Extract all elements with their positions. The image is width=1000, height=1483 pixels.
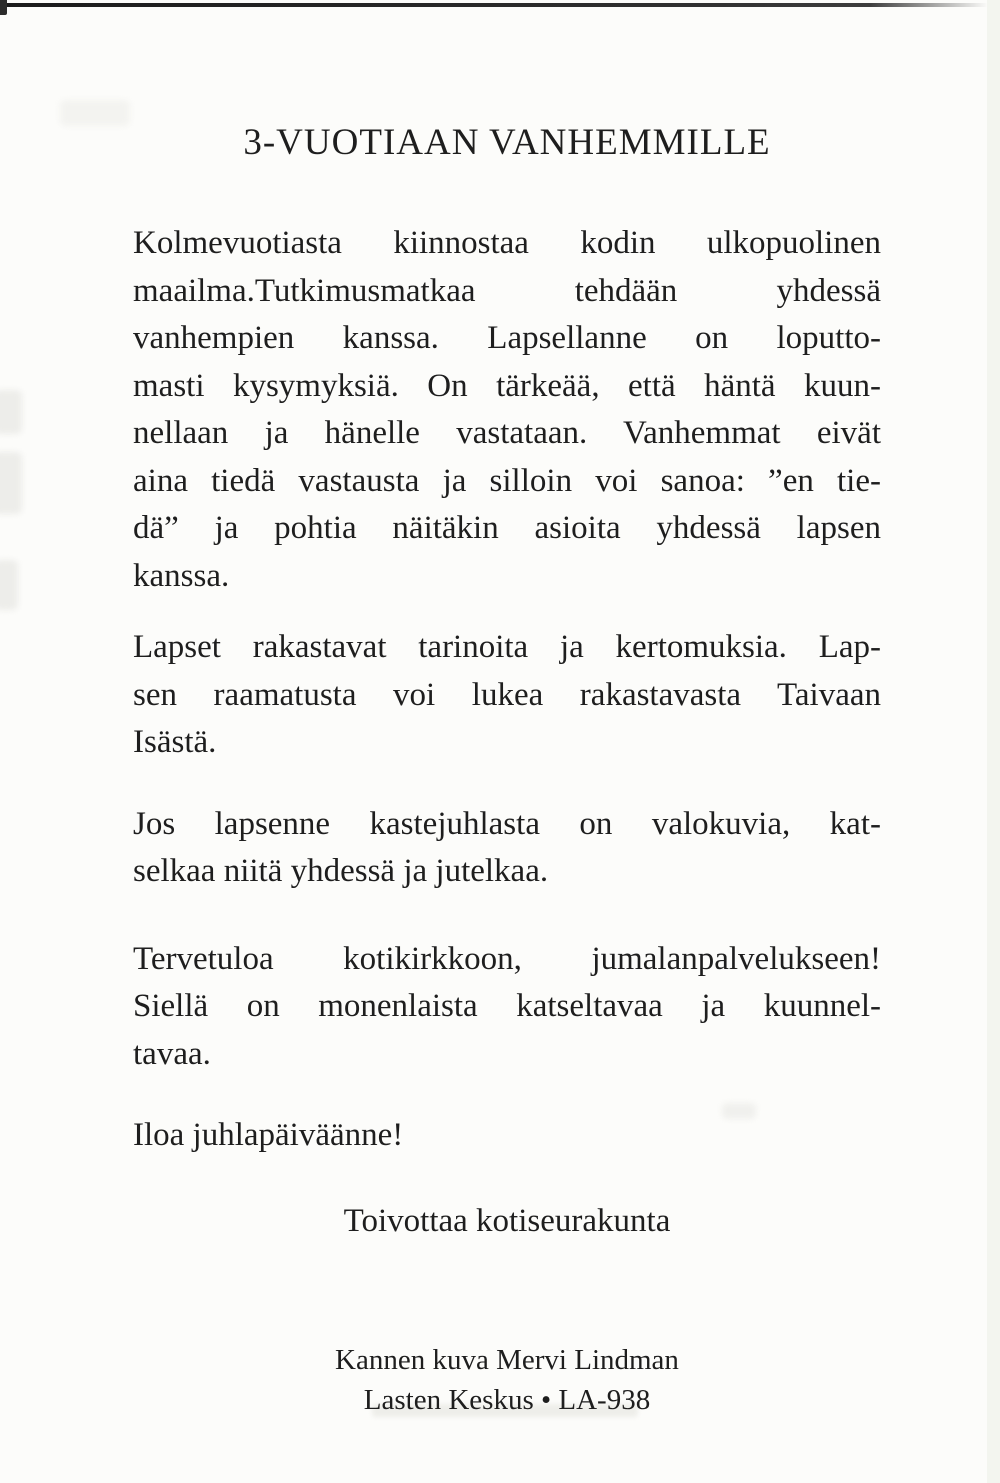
scan-smudge: [0, 390, 22, 434]
paragraph: [133, 801, 881, 896]
paragraph: [133, 1112, 881, 1160]
paragraph: [133, 624, 881, 767]
document-content: [133, 0, 881, 1420]
text-line: vanhempien kanssa. Lapsellanne on loputto-: [133, 320, 881, 356]
text-line: Siellä on monenlaista katseltavaa ja kuunnel-: [133, 988, 881, 1024]
text-line: sen raamatusta voi lukea rakastavasta Taivaan: [133, 676, 881, 713]
text-line: Kolmevuotiasta kiinnostaa kodin ulkopuolinen: [133, 225, 881, 261]
scan-smudge: [60, 100, 130, 126]
page-title: 3-VUOTIAAN VANHEMMILLE: [243, 122, 771, 163]
scan-corner-blob: [0, 0, 7, 15]
text-line: masti kysymyksiä. On tärkeää, että häntä kuun-: [133, 367, 881, 404]
text-line: tavaa.: [133, 1035, 211, 1072]
paragraph: [133, 936, 881, 1079]
text-line: Tervetuloa kotikirkkoon, jumalanpalvelukseen!: [133, 940, 881, 977]
footer-credit: Kannen kuva Mervi Lindman: [335, 1344, 679, 1376]
scan-smudge: [0, 452, 22, 514]
scan-right-edge-strip: [987, 0, 1000, 1483]
text-line: Jos lapsenne kastejuhlasta on valokuvia, kat-: [133, 805, 881, 842]
signoff-line: Toivottaa kotiseurakunta: [343, 1202, 671, 1239]
scan-smudge: [0, 560, 18, 610]
text-line: Lapset rakastavat tarinoita ja kertomuksia. Lap-: [133, 629, 881, 665]
footer: [133, 1340, 881, 1420]
text-line: nellaan ja hänelle vastataan. Vanhemmat eivät: [133, 415, 881, 451]
text-line: aina tiedä vastausta ja silloin voi sanoa: ”en tie-: [133, 462, 881, 499]
text-line: selkaa niitä yhdessä ja jutelkaa.: [133, 853, 549, 889]
text-line: kanssa.: [133, 557, 230, 594]
text-line: dä” ja pohtia näitäkin asioita yhdessä lapsen: [133, 510, 881, 546]
text-line: Iloa juhlapäiväänne!: [133, 1117, 404, 1153]
footer-publisher: Lasten Keskus • LA-938: [363, 1384, 651, 1416]
text-line: maailma.Tutkimusmatkaa tehdään yhdessä: [133, 272, 881, 309]
text-line: Isästä.: [133, 724, 217, 760]
paragraph: [133, 220, 881, 600]
